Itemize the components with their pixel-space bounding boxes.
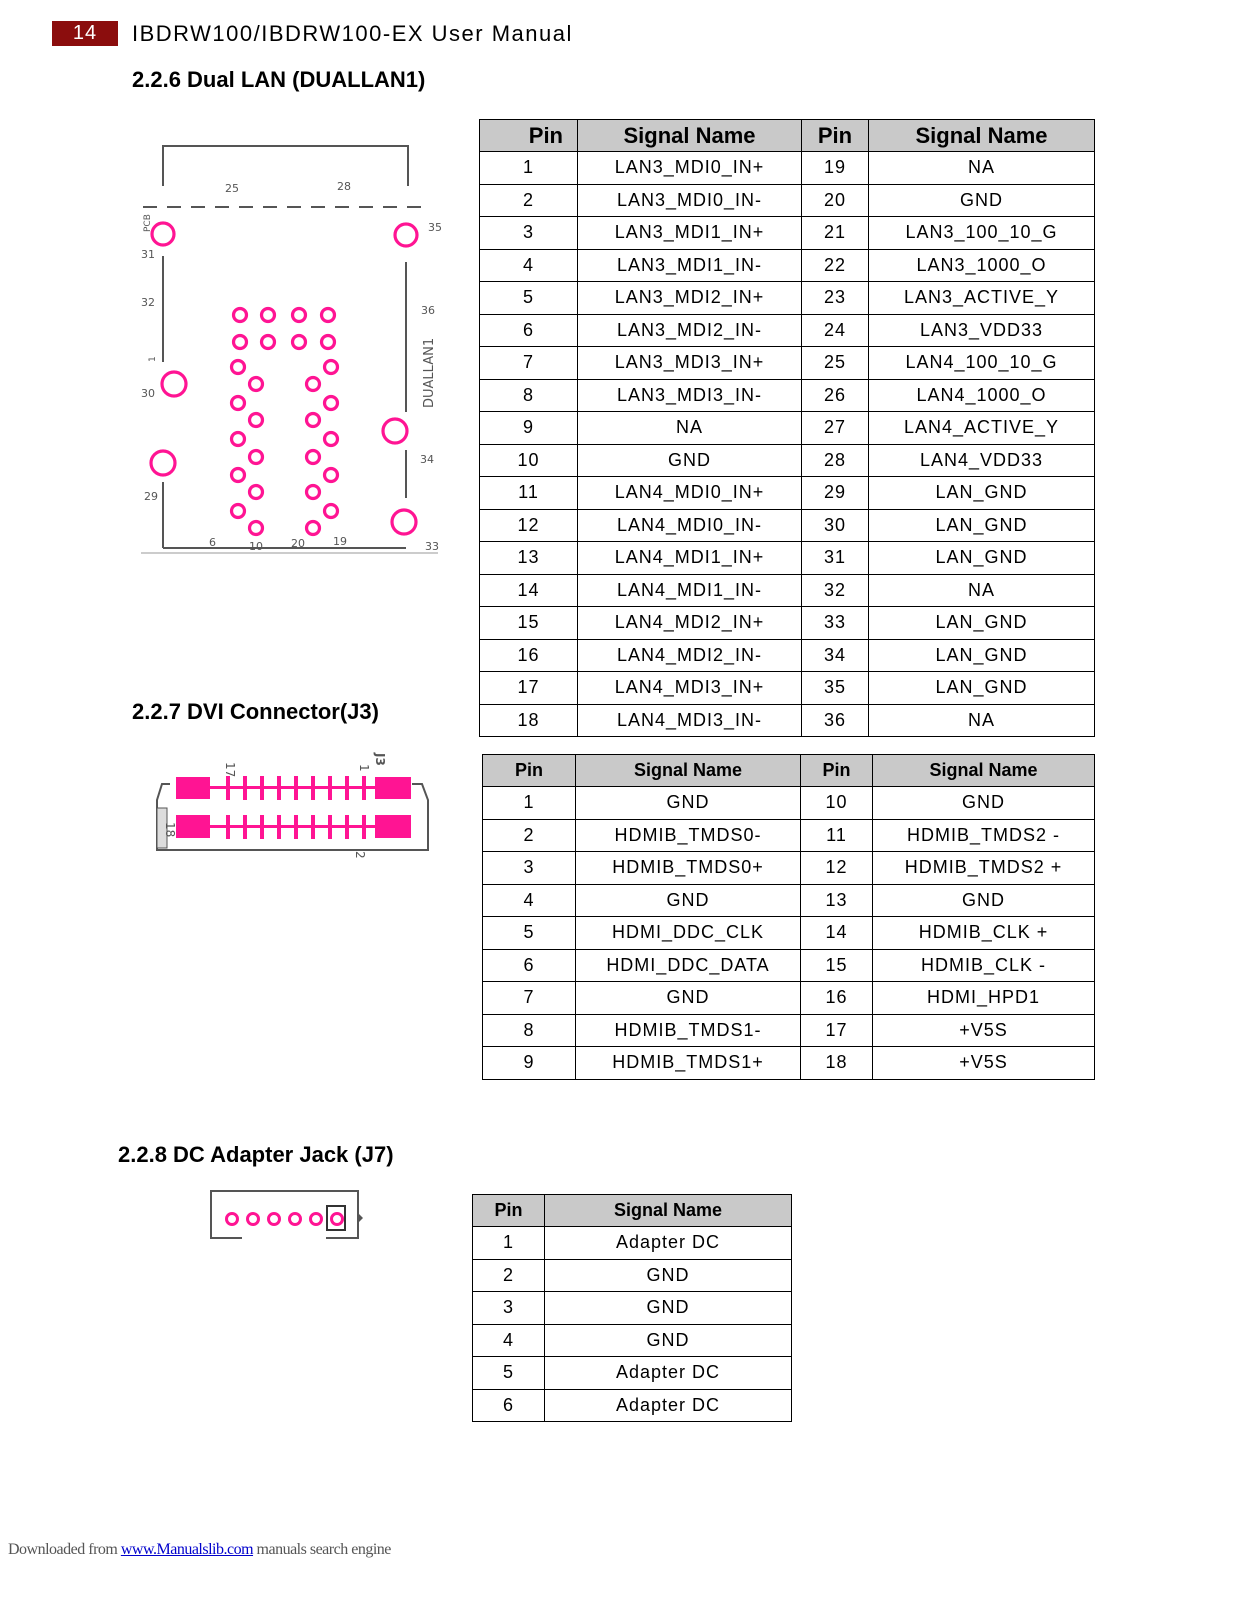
table-cell: 23 [802,282,869,315]
table-row [473,1227,792,1260]
table-cell: LAN4_MDI3_IN- [578,704,802,737]
lan-pin-holes [151,223,417,535]
table-cell: 9 [483,1047,576,1080]
table-cell: 13 [801,884,873,917]
table-row [480,607,1095,640]
table-row [480,477,1095,510]
dvi-pin [243,815,247,839]
table-cell: LAN3_MDI1_IN- [578,249,802,282]
label-19: 19 [333,535,347,548]
table-row [480,184,1095,217]
table-cell: LAN4_MDI2_IN+ [578,607,802,640]
table-cell: NA [869,704,1095,737]
column-header: Pin [480,120,578,152]
dc-jack-diagram [208,1188,368,1244]
column-header: Signal Name [873,755,1095,787]
label-20: 20 [291,537,305,550]
dvi-pin [362,776,366,800]
column-header: Signal Name [576,755,801,787]
table-row [480,347,1095,380]
label-25: 25 [225,182,239,195]
table-row [483,1047,1095,1080]
table-cell: 9 [480,412,578,445]
footer-prefix: Downloaded from [8,1541,121,1558]
label-31: 31 [141,248,155,261]
table-cell: GND [576,982,801,1015]
table-cell: HDMI_DDC_CLK [576,917,801,950]
label-pcb: PCB [143,214,153,232]
dvi-pin [311,815,315,839]
table-row [473,1259,792,1292]
table-cell: LAN4_ACTIVE_Y [869,412,1095,445]
label-10: 10 [249,540,263,553]
table-cell: GND [545,1324,792,1357]
table-cell: 7 [480,347,578,380]
table-cell: LAN4_100_10_G [869,347,1095,380]
table-cell: LAN3_MDI0_IN- [578,184,802,217]
column-header: Signal Name [869,120,1095,152]
table-cell: +V5S [873,1047,1095,1080]
table-cell: 2 [473,1259,545,1292]
label-duallan1: DUALLAN1 [422,337,437,408]
dvi-pin [260,776,264,800]
dvi-pin [226,815,230,839]
table-cell: NA [869,152,1095,185]
label-17: 17 [223,762,237,778]
table-cell: 4 [473,1324,545,1357]
table-cell: LAN3_MDI2_IN- [578,314,802,347]
dvi-pin [311,776,315,800]
table-row [480,412,1095,445]
table-cell: 32 [802,574,869,607]
table-cell: 18 [480,704,578,737]
table-cell: LAN4_MDI0_IN+ [578,477,802,510]
label-29: 29 [144,490,158,503]
table-cell: 25 [802,347,869,380]
table-cell: 16 [801,982,873,1015]
table-cell: GND [545,1259,792,1292]
table-row [473,1324,792,1357]
table-cell: HDMIB_TMDS2 + [873,852,1095,885]
table-cell: Adapter DC [545,1389,792,1422]
table-cell: LAN3_1000_O [869,249,1095,282]
label-33: 33 [425,540,439,553]
label-1: 1 [148,356,158,362]
dual-lan-connector-diagram [138,136,443,556]
table-cell: GND [576,787,801,820]
table-row [480,282,1095,315]
table-cell: 12 [480,509,578,542]
table-cell: 12 [801,852,873,885]
table-header-row [480,120,1095,152]
table-cell: 14 [480,574,578,607]
column-header: Pin [483,755,576,787]
section-heading-dvi: 2.2.7 DVI Connector(J3) [132,699,379,724]
footer-link[interactable]: www.Manualslib.com [120,1541,254,1558]
table-cell: LAN_GND [869,542,1095,575]
table-cell: 6 [483,949,576,982]
table-cell: 18 [801,1047,873,1080]
dvi-pin [345,776,349,800]
dvi-connector-diagram [150,752,435,862]
table-row [483,852,1095,885]
dual-lan-pin-table [479,119,1095,737]
dvi-pin [277,776,281,800]
table-cell: 5 [473,1357,545,1390]
table-row [480,152,1095,185]
table-cell: 1 [480,152,578,185]
label-36: 36 [421,304,435,317]
table-cell: 35 [802,672,869,705]
table-row [480,574,1095,607]
section-heading-dual-lan: 2.2.6 Dual LAN (DUALLAN1) [132,67,426,92]
table-cell: 8 [483,1014,576,1047]
label-34: 34 [420,453,434,466]
table-cell: LAN_GND [869,509,1095,542]
table-cell: HDMIB_CLK - [873,949,1095,982]
table-cell: 1 [483,787,576,820]
table-cell: LAN4_MDI3_IN+ [578,672,802,705]
dvi-pin [328,815,332,839]
table-cell: 14 [801,917,873,950]
label-32: 32 [141,296,155,309]
table-cell: 19 [802,152,869,185]
table-cell: Adapter DC [545,1227,792,1260]
table-cell: GND [869,184,1095,217]
table-cell: LAN4_1000_O [869,379,1095,412]
table-cell: LAN_GND [869,477,1095,510]
table-cell: 16 [480,639,578,672]
dvi-pin [277,815,281,839]
table-cell: 15 [480,607,578,640]
table-cell: 33 [802,607,869,640]
table-row [480,217,1095,250]
table-row [483,982,1095,1015]
table-cell: 29 [802,477,869,510]
table-cell: LAN_GND [869,607,1095,640]
table-cell: GND [873,787,1095,820]
table-cell: 13 [480,542,578,575]
label-j3: J3 [373,753,387,766]
table-cell: LAN4_MDI0_IN- [578,509,802,542]
table-cell: NA [869,574,1095,607]
column-header: Pin [802,120,869,152]
table-row [483,819,1095,852]
table-row [473,1292,792,1325]
dvi-pin [294,776,298,800]
table-row [480,672,1095,705]
dvi-pin [226,776,230,800]
table-cell: LAN4_MDI2_IN- [578,639,802,672]
table-row [483,949,1095,982]
table-cell: LAN_GND [869,639,1095,672]
document-title: IBDRW100/IBDRW100-EX User Manual [132,21,573,46]
table-cell: LAN4_MDI1_IN- [578,574,802,607]
table-cell: 34 [802,639,869,672]
column-header: Pin [473,1195,545,1227]
footer-suffix: manuals search engine [253,1541,391,1558]
table-row [480,444,1095,477]
table-cell: LAN3_ACTIVE_Y [869,282,1095,315]
table-cell: 10 [480,444,578,477]
table-cell: 3 [473,1292,545,1325]
table-cell: 26 [802,379,869,412]
label-30: 30 [141,387,155,400]
table-cell: HDMIB_TMDS1+ [576,1047,801,1080]
table-cell: Adapter DC [545,1357,792,1390]
label-1: 1 [357,764,371,772]
table-cell: GND [578,444,802,477]
table-cell: 5 [483,917,576,950]
table-cell: 5 [480,282,578,315]
table-row [480,639,1095,672]
table-row [483,884,1095,917]
table-row [483,1014,1095,1047]
table-cell: LAN3_MDI3_IN- [578,379,802,412]
table-cell: 20 [802,184,869,217]
table-cell: 11 [801,819,873,852]
table-cell: 3 [483,852,576,885]
table-cell: 3 [480,217,578,250]
table-cell: HDMIB_CLK + [873,917,1095,950]
table-cell: GND [545,1292,792,1325]
dvi-pin [243,776,247,800]
table-cell: NA [578,412,802,445]
table-row [483,787,1095,820]
table-cell: 1 [473,1227,545,1260]
table-cell: LAN4_VDD33 [869,444,1095,477]
table-cell: LAN3_MDI1_IN+ [578,217,802,250]
dvi-pin [362,815,366,839]
table-cell: 31 [802,542,869,575]
table-cell: 8 [480,379,578,412]
table-cell: 21 [802,217,869,250]
table-row [480,509,1095,542]
dvi-pin [294,815,298,839]
table-cell: 27 [802,412,869,445]
table-cell: 28 [802,444,869,477]
table-row [480,704,1095,737]
table-cell: LAN4_MDI1_IN+ [578,542,802,575]
table-cell: LAN_GND [869,672,1095,705]
table-cell: GND [576,884,801,917]
table-cell: LAN3_VDD33 [869,314,1095,347]
table-row [480,379,1095,412]
table-cell: HDMI_HPD1 [873,982,1095,1015]
dc-jack-pins [227,1214,343,1225]
dvi-pin [345,815,349,839]
table-row [480,314,1095,347]
table-cell: HDMIB_TMDS1- [576,1014,801,1047]
table-row [473,1389,792,1422]
table-cell: HDMIB_TMDS0- [576,819,801,852]
table-cell: HDMIB_TMDS0+ [576,852,801,885]
label-28: 28 [337,180,351,193]
page-number: 14 [52,21,118,46]
table-cell: 15 [801,949,873,982]
dvi-pin-table [482,754,1095,1080]
table-cell: 36 [802,704,869,737]
table-cell: 30 [802,509,869,542]
label-2: 2 [353,851,367,859]
table-cell: 17 [480,672,578,705]
dvi-pin-pads [176,776,411,839]
table-cell: 2 [483,819,576,852]
table-cell: 11 [480,477,578,510]
table-cell: 4 [480,249,578,282]
table-cell: 4 [483,884,576,917]
dvi-pin [328,776,332,800]
label-18: 18 [163,822,177,838]
table-cell: 6 [480,314,578,347]
table-cell: LAN3_MDI3_IN+ [578,347,802,380]
column-header: Pin [801,755,873,787]
table-row [483,917,1095,950]
table-cell: 22 [802,249,869,282]
table-header-row [483,755,1095,787]
table-header-row [473,1195,792,1227]
table-cell: LAN3_100_10_G [869,217,1095,250]
table-cell: LAN3_MDI2_IN+ [578,282,802,315]
column-header: Signal Name [578,120,802,152]
table-cell: 17 [801,1014,873,1047]
table-cell: +V5S [873,1014,1095,1047]
table-row [480,249,1095,282]
dc-jack-pin-table [472,1194,792,1422]
table-cell: HDMI_DDC_DATA [576,949,801,982]
table-cell: 24 [802,314,869,347]
label-6: 6 [209,536,216,549]
table-row [480,542,1095,575]
table-cell: 2 [480,184,578,217]
table-cell: 6 [473,1389,545,1422]
table-cell: HDMIB_TMDS2 - [873,819,1095,852]
table-row [473,1357,792,1390]
dvi-pin [260,815,264,839]
table-cell: GND [873,884,1095,917]
table-cell: 10 [801,787,873,820]
footer [8,1541,391,1559]
table-cell: LAN3_MDI0_IN+ [578,152,802,185]
table-cell: 7 [483,982,576,1015]
column-header: Signal Name [545,1195,792,1227]
label-35: 35 [428,221,442,234]
section-heading-dc-jack: 2.2.8 DC Adapter Jack (J7) [118,1142,394,1167]
